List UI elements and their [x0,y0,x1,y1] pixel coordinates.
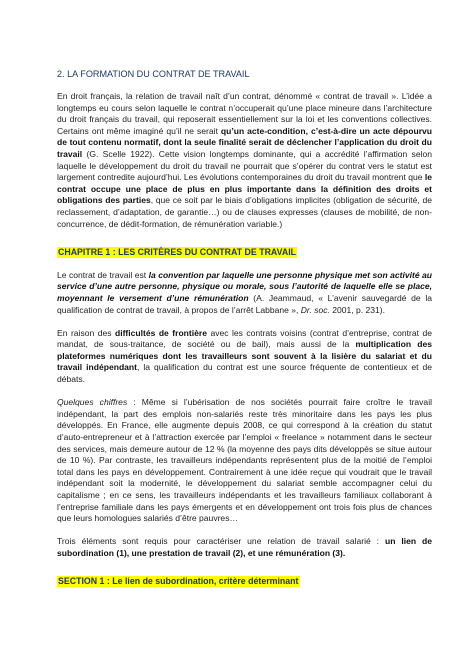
bold-run: le contrat occupe une place de plus en plus importante dans la définition des droits et obligations des parties [57,172,432,206]
bold-run: difficultés de frontière [114,327,207,338]
figures-paragraph [57,397,432,525]
intro-paragraph [57,91,432,230]
text-run: 2001, p. 231). [329,304,386,315]
bold-run: multiplication des plateformes numériques dont les travailleurs sont souvent à la lisière du salariat et du travail indépendant [57,339,432,373]
text-run: , la qualification du contrat est une source fréquente de contentieux et de débats. [57,362,432,385]
definition-paragraph [57,270,432,316]
section-heading: 2. LA FORMATION DU CONTRAT DE TRAVAIL [57,69,250,79]
bold-run: qu’un acte-condition, c’est-à-dire un acte dépourvu de tout contenu normatif, dont la seule finalité serait de déclencher l’application du droit du travail [57,125,432,159]
text-run: Le contrat de travail est [57,269,149,280]
text-run: En raison des [57,327,115,338]
text-run: (A. Jeammaud, « L’avenir sauvegardé de la qualification de contrat de travail, à propos de l’arrêt Labbane », [57,292,432,315]
text-run: avec les contrats voisins (contrat d’entreprise, contrat de mandat, de sous-traitance, de société ou de bail), mais aussi de la [57,327,432,350]
text-run: En droit français, la relation de travail naît d’un contrat, dénommé « contrat de travail ». L’idée a longtemps eu cours selon laquelle le contrat n’occuperait qu’une place mineure dans l’architecture du droit français du travail, qui reposerait essentiellement sur la loi et les conventions collectives. Certains ont même imaginé qu’il ne serait [57,91,432,136]
elements-paragraph [57,536,432,559]
bold-italic-run: la convention par laquelle une personne physique met son activité au service d’une autre personne, physique ou morale, sous l’autorité de laquelle elle se place, moyennant le versement d’une rémunération [57,269,433,303]
frontier-paragraph [57,328,432,386]
text-run: Trois éléments sont requis pour caractériser une relation de travail salarié : [57,536,385,547]
bold-run: un lien de subordination (1), une prestation de travail (2), et une rémunération (3). [57,536,433,558]
text-run: (G. Scelle 1922). Cette vision longtemps dominante, qui a accrédité l’affirmation selon laquelle le développement du droit du travail ne pourrait que s’opérer du contrat vers le statut est largement contredite aujourd’hui. Les évolutions contemporaines du droit du travail montrent que [57,148,432,183]
chapter-heading: CHAPITRE 1 : LES CRITÈRES DU CONTRAT DE TRAVAIL [58,246,297,257]
italic-run: Quelques chiffres [57,397,128,408]
section-1-heading: SECTION 1 : Le lien de subordination, critère déterminant [58,576,299,587]
text-run: : Même si l’ubérisation de nos sociétés pourrait faire croître le travail indépendant, la part des emplois non-salariés reste très minoritaire dans les pays les plus développés. En France, elle augmente depuis 2008, ce qui correspond à la création du statut d’auto-entrepreneur et à l’attraction exercée par l’emploi « freelance » notamment dans le secteur des services, mais demeure autour de 12 % (la moyenne des pays dits développés se situe autour de 10 %). Par contraste, les travailleurs indépendants représentent plus de la moitié de l’emploi total dans les pays en développement. Contrairement à une idée reçue qui voudrait que le travail indépendant soit la modernité, le développement du salariat semble accompagner celui du capitalisme ; en ce sens, les travailleurs indépendants et les travailleurs familiaux collaborant à l’entreprise familiale dans les pays émergents et en développement ont trois fois plus de chances que leurs homologues salariés d’être pauvres… [57,397,432,524]
italic-run: Dr. soc. [300,304,330,315]
text-run: , que ce soit par le biais d’obligations implicites (obligation de sécurité, de reclassement, d’adaptation, de garantie…) ou de clauses expresses (clauses de mobilité, de non-concurrence, de dédit-formation, de rémunération variable.) [57,195,433,229]
